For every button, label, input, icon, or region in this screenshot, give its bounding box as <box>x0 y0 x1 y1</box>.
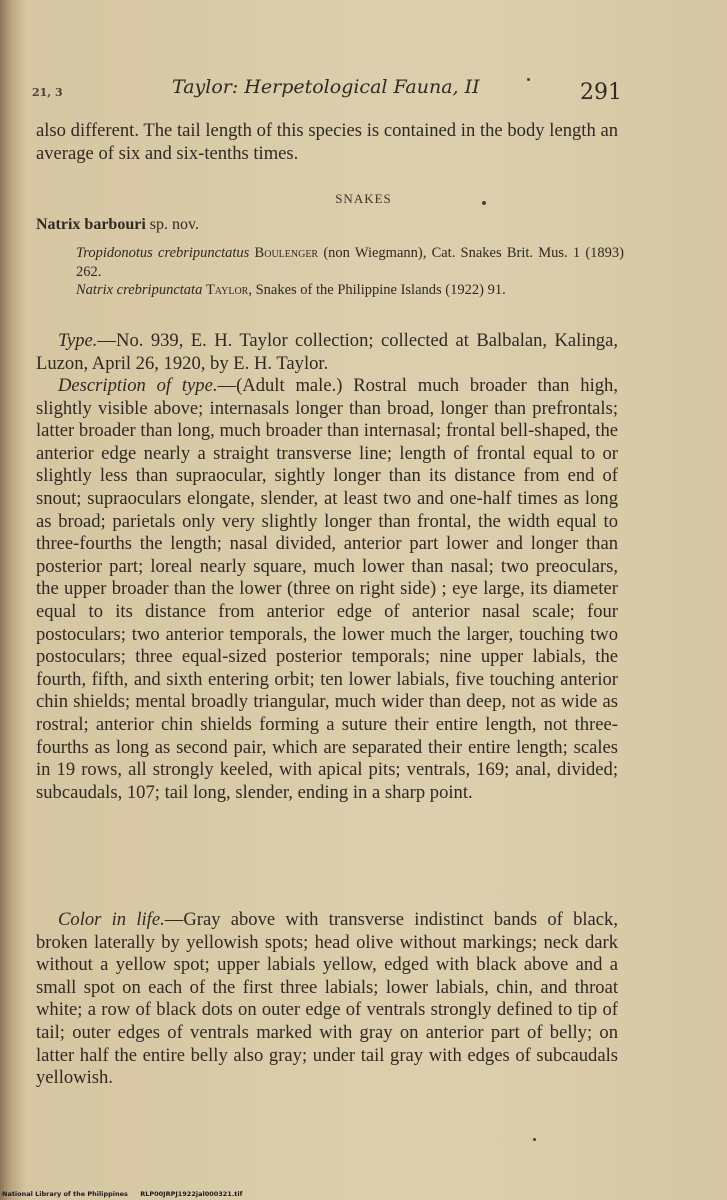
synonym-author: Boulenger <box>254 245 319 261</box>
synonym-taxon: Natrix crebripunctata <box>76 282 203 298</box>
description-text: —(Adult male.) Rostral much broader than high, slightly visible above; internasals longer than broad, longer than prefrontals; latter broader than long, much broader than internasal; frontal bell-shaped, the anterior edge nearly a straight transverse line; length of frontal equal to or slightly less than supraocular, sightly longer than its distance from end of snout; supraoculars elongate, slender, at least two and one-half times as long as broad; parietals only very slightly longer than frontal, the width equal to three-fourths the length; nasal divided, anterior part lower and longer than posterior part; loreal nearly square, much lower than nasal; two preoculars, the upper broader than the lower (three on right side) ; eye large, its diameter equal to its distance from anterior edge of anterior nasal scale; four postoculars; two anterior temporals, the lower much the larger, touching two postoculars; three equal-sized posterior temporals; nine upper labials, the fourth, fifth, and sixth entering orbit; ten lower labials, five touching anterior chin shields; mental broadly triangular, much wider than deep, not as wide as rostral; anterior chin shields forming a suture their entire length, not three-fourths as long as second pair, which are separated their entire length; scales in 19 rows, all strongly keeled, with apical pits; ventrals, 169; anal, divided; subcaudals, 107; tail long, slender, ending in a sharp point. <box>36 375 618 803</box>
specks <box>527 78 530 81</box>
color-text: —Gray above with transverse indistinct bands of black, broken laterally by yellowish spots; head olive without markings; neck dark without a yellow spot; upper labials yellow, edged with black above and a small spot on each of the first three labials; lower labials, chin, and throat white; a row of black dots on outer edge of ventrals strongly defined to tip of tail; outer edges of ventrals marked with gray on anterior part of belly; on latter half the entire belly also gray; under tail gray with edges of subcaudals yellowish. <box>36 909 619 1089</box>
scan-footer <box>2 1190 252 1198</box>
section-heading: SNAKES <box>335 191 392 206</box>
description-label: Description of type. <box>58 375 218 396</box>
synonymy-list <box>76 244 624 300</box>
synonym-author: Taylor <box>205 282 249 298</box>
species-heading <box>36 216 199 234</box>
opening-paragraph: also different. The tail length of this species is contained in the body length an average of six and six-tenths times. <box>36 120 618 164</box>
running-title: Taylor: Herpetological Fauna, II <box>172 76 480 98</box>
type-text: —No. 939, E. H. Taylor collection; collected at Balbalan, Kalinga, Luzon, April 26, 1920, by E. H. Taylor. <box>36 330 618 374</box>
type-label: Type. <box>58 330 98 351</box>
color-label: Color in life. <box>58 909 165 930</box>
synonym-taxon: Tropidonotus crebripunctatus <box>76 245 250 261</box>
volume-number: 21, 3 <box>32 86 63 99</box>
running-head <box>32 76 622 106</box>
color-paragraph <box>36 909 618 1090</box>
species-name: Natrix barbouri <box>36 216 146 233</box>
footer-file: RLP00JRPJ1922jal000321.tif <box>140 1190 243 1198</box>
synonym-reference: (non Wiegmann), Cat. Snakes Brit. Mus. 1 (1893) 262. <box>76 245 624 280</box>
species-status: sp. nov. <box>149 216 199 233</box>
page-number: 291 <box>580 80 622 105</box>
specks <box>482 201 486 205</box>
synonym-entry <box>76 244 624 281</box>
footer-library: National Library of the Philippines <box>2 1190 128 1198</box>
synonym-reference: , Snakes of the Philippine Islands (1922) 91. <box>248 282 506 298</box>
synonym-entry <box>76 281 624 300</box>
specks <box>533 1138 536 1141</box>
type-paragraph <box>36 330 618 375</box>
description-paragraph <box>36 375 618 804</box>
